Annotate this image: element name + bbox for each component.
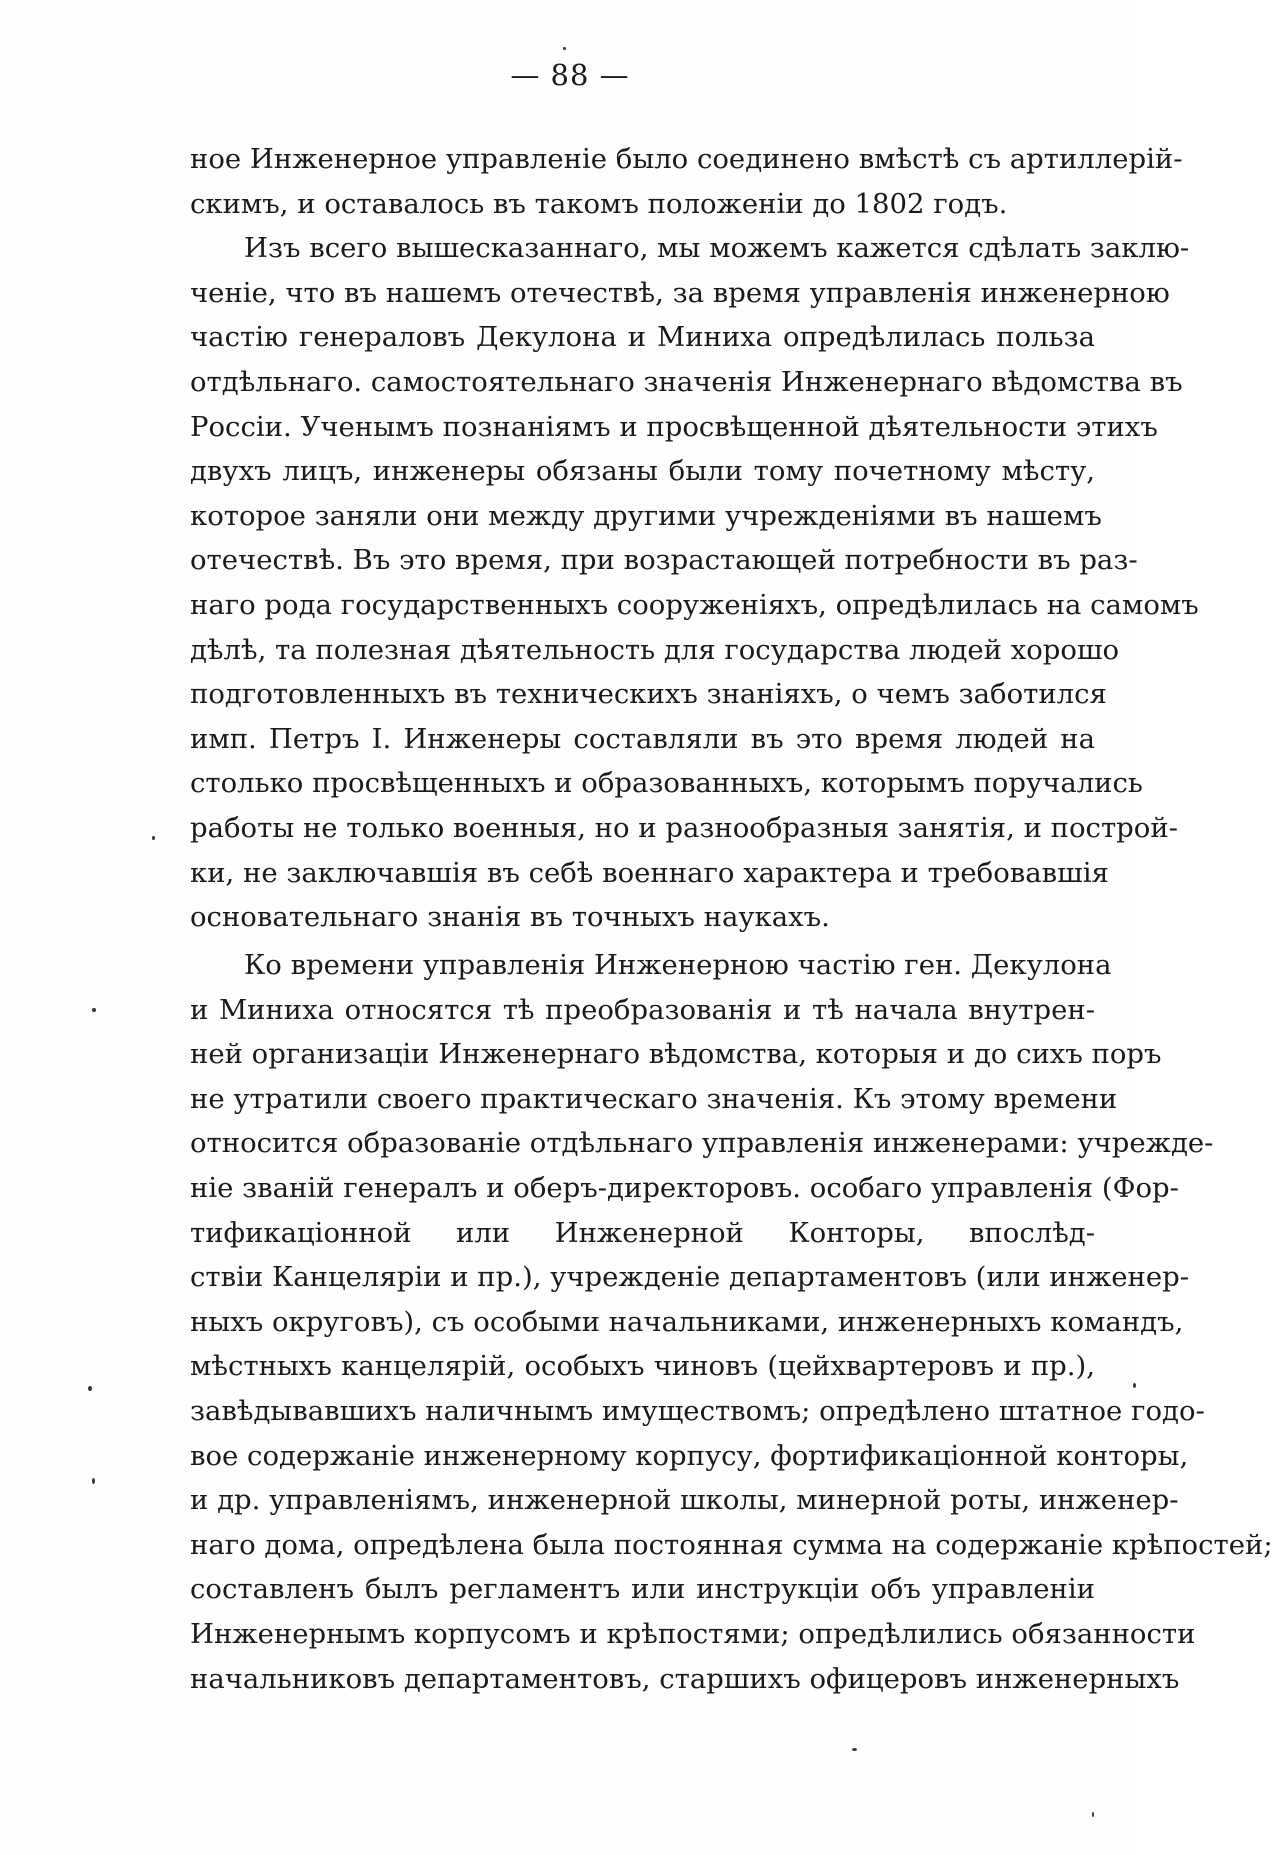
text-line: тификаціонной или Инженерной Конторы, впослѣд-	[190, 1216, 1095, 1249]
page-number: — 88 —	[510, 58, 630, 92]
text-line: ки, не заключавшія въ себѣ военнаго характера и требовавшія	[190, 856, 1109, 889]
scan-speck	[1092, 1812, 1094, 1817]
paragraph-reforms	[190, 943, 1273, 1701]
text-line: отечествѣ. Въ это время, при возрастающей потребности въ раз-	[190, 544, 1138, 577]
scan-speck	[88, 1386, 92, 1391]
text-line: частію генераловъ Декулона и Миниха опредѣлилась польза	[190, 321, 1095, 354]
text-line: относится образованіе отдѣльнаго управленія инженерами: учрежде-	[190, 1127, 1214, 1160]
text-line: двухъ лицъ, инженеры обязаны были тому почетному мѣсту,	[190, 455, 1095, 488]
scan-speck	[1133, 1383, 1136, 1388]
text-line: не утратили своего практическаго значенія. Къ этому времени	[190, 1082, 1118, 1115]
scan-speck	[852, 1748, 857, 1751]
text-line: ченіе, что въ нашемъ отечествѣ, за время управленія инженерною	[190, 276, 1170, 309]
scan-speck	[92, 1478, 95, 1484]
text-line: вое содержаніе инженерному корпусу, фортификаціонной конторы,	[190, 1439, 1189, 1472]
text-line: ніе званій генералъ и оберъ-директоровъ. особаго управленія (Фор-	[190, 1171, 1179, 1204]
text-line: работы не только военныя, но и разнообразныя занятія, и построй-	[190, 811, 1178, 844]
text-line: наго дома, опредѣлена была постоянная сумма на содержаніе крѣпостей;	[190, 1528, 1273, 1561]
text-line: ныхъ округовъ), съ особыми начальниками, инженерныхъ командъ,	[190, 1305, 1184, 1338]
text-line: мѣстныхъ канцелярій, особыхъ чиновъ (цейхвартеровъ и пр.),	[190, 1350, 1095, 1383]
text-line: начальниковъ департаментовъ, старшихъ офицеровъ инженерныхъ	[190, 1662, 1180, 1695]
text-line: и Миниха относятся тѣ преобразованія и тѣ начала внутрен-	[190, 993, 1095, 1026]
text-line: ней организаціи Инженернаго вѣдомства, которыя и до сихъ поръ	[190, 1038, 1162, 1071]
text-line: ное Инженерное управленіе было соединено вмѣстѣ съ артиллерій-	[190, 143, 1183, 175]
text-line: ствіи Канцеляріи и пр.), учрежденіе департаментовъ (или инженер-	[190, 1261, 1190, 1294]
text-line: имп. Петръ I. Инженеры составляли въ это время людей на	[190, 722, 1095, 755]
text-line: основательнаго знанія въ точныхъ наукахъ.	[190, 901, 830, 934]
text-line: и др. управленіямъ, инженерной школы, минерной роты, инженер-	[190, 1484, 1179, 1517]
text-line: Россіи. Ученымъ познаніямъ и просвѣщенной дѣятельности этихъ	[190, 410, 1158, 443]
text-line: дѣлѣ, та полезная дѣятельность для государства людей хорошо	[190, 633, 1120, 666]
text-line: которое заняли они между другими учрежденіями въ нашемъ	[190, 499, 1102, 532]
paragraph-continued	[190, 137, 1183, 226]
text-line: скимъ, и оставалось въ такомъ положеніи до 1802 годъ.	[190, 187, 1008, 220]
text-line: Инженернымъ корпусомъ и крѣпостями; опредѣлились обязанности	[190, 1617, 1196, 1650]
text-line: составленъ былъ регламентъ или инструкціи объ управленіи	[190, 1573, 1095, 1606]
scan-speck	[152, 836, 155, 840]
text-block-bottom	[190, 943, 1273, 1701]
text-line: Изъ всего вышесказаннаго, мы можемъ кажется сдѣлать заклю-	[244, 232, 1190, 265]
scan-speck	[563, 47, 566, 50]
text-line: подготовленныхъ въ техническихъ знаніяхъ, о чемъ заботился	[190, 678, 1107, 711]
scan-speck	[92, 1008, 96, 1012]
paragraph-conclusion	[190, 226, 1199, 940]
text-line: завѣдывавшихъ наличнымъ имуществомъ; опредѣлено штатное годо-	[190, 1394, 1205, 1427]
text-line: наго рода государственныхъ сооруженіяхъ, опредѣлилась на самомъ	[190, 588, 1199, 621]
text-line: отдѣльнаго. самостоятельнаго значенія Инженернаго вѣдомства въ	[190, 365, 1183, 398]
text-line: столько просвѣщенныхъ и образованныхъ, которымъ поручались	[190, 767, 1143, 800]
text-block-top	[190, 137, 1199, 940]
text-line: Ко времени управленія Инженерною частію ген. Декулона	[244, 949, 1112, 981]
